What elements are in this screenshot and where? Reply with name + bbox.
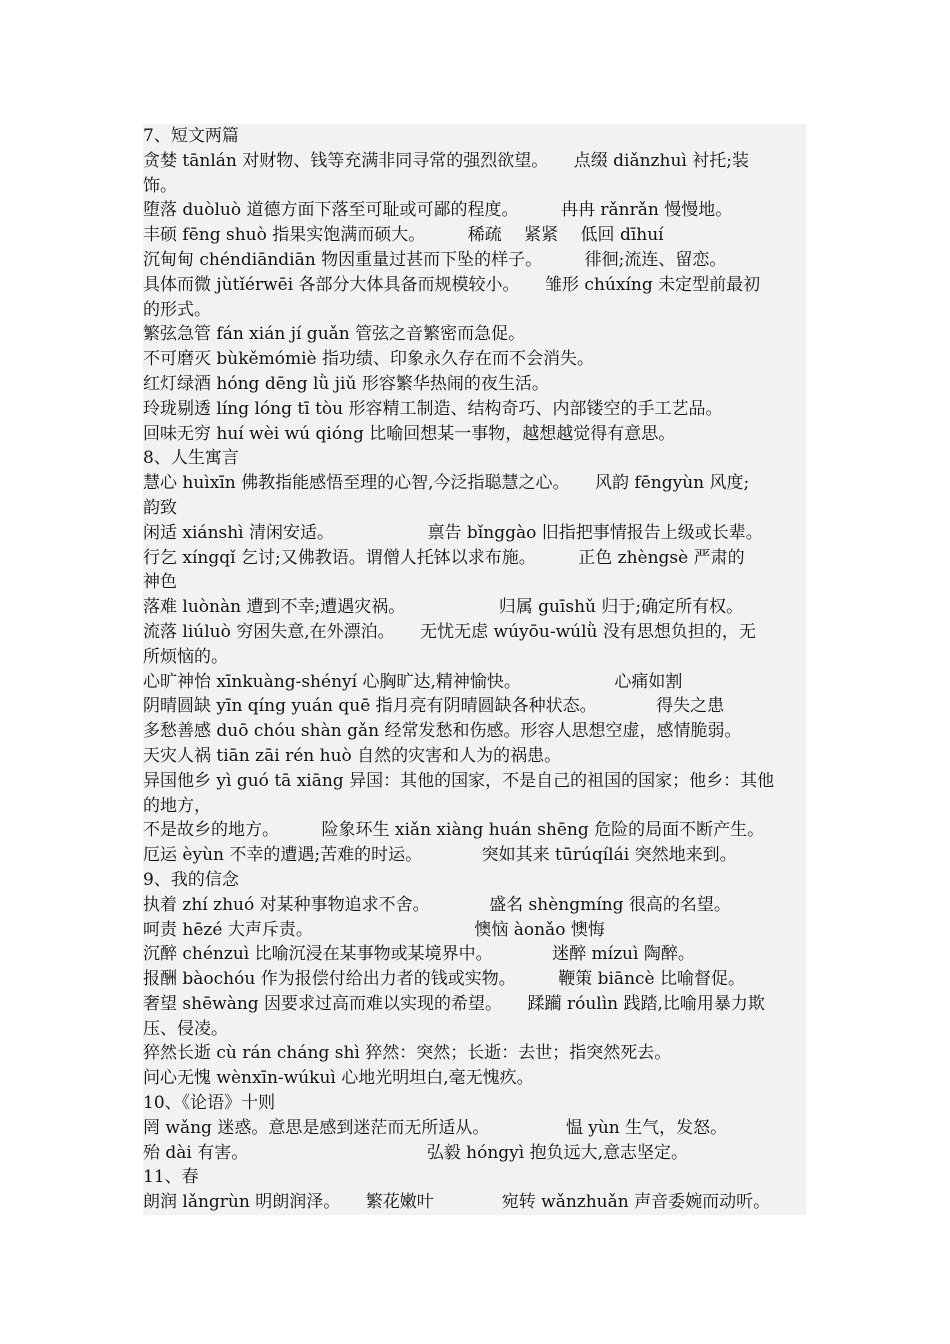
text-line: 红灯绿酒 hóng dēng lǜ jiǔ 形容繁华热闹的夜生活。 [143, 373, 549, 394]
text-line: 饰。 [143, 175, 177, 196]
text-line: 流落 liúluò 穷困失意,在外漂泊。 无忧无虑 wúyōu-wúlǜ 没有思想负担的，无 [143, 621, 756, 642]
text-line: 天灾人祸 tiān zāi rén huò 自然的灾害和人为的祸患。 [143, 745, 562, 766]
text-line: 贪婪 tānlán 对财物、钱等充满非同寻常的强烈欲望。 点缀 diǎnzhuì 衬托;装 [143, 150, 749, 171]
text-line: 压、侵凌。 [143, 1018, 228, 1039]
text-line: 所烦恼的。 [143, 646, 228, 667]
text-line: 的地方， [143, 795, 211, 816]
text-line: 行乞 xíngqǐ 乞讨;又佛教语。谓僧人托钵以求布施。 正色 zhèngsè 严肃的 [143, 547, 745, 568]
text-line: 沉甸甸 chéndiāndiān 物因重量过甚而下坠的样子。 徘徊;流连、留恋。 [143, 249, 727, 270]
text-line: 韵致 [143, 497, 177, 518]
text-line: 神色 [143, 572, 177, 593]
text-line: 慧心 huìxīn 佛教指能感悟至理的心智,今泛指聪慧之心。 风韵 fēngyùn 风度; [143, 473, 750, 494]
text-line: 执着 zhí zhuó 对某种事物追求不舍。 盛名 shèngmíng 很高的名望。 [143, 894, 731, 915]
text-line: 报酬 bàochóu 作为报偿付给出力者的钱或实物。 鞭策 biāncè 比喻督促。 [143, 969, 746, 990]
text-line: 多愁善感 duō chóu shàn gǎn 经常发愁和伤感。形容人思想空虚，感情脆弱。 [143, 721, 742, 742]
text-line: 11、春 [143, 1167, 199, 1188]
text-line: 厄运 èyùn 不幸的遭遇;苦难的时运。 突如其来 tūrúqílái 突然地来到。 [143, 845, 737, 866]
text-line: 异国他乡 yì guó tā xiāng 异国：其他的国家，不是自己的祖国的国家；他乡：其他 [143, 770, 775, 791]
text-line: 7、短文两篇 [143, 126, 239, 146]
text-line: 问心无愧 wènxīn-wúkuì 心地光明坦白,毫无愧疚。 [143, 1068, 534, 1089]
text-line: 繁弦急管 fán xián jí guǎn 管弦之音繁密而急促。 [143, 324, 526, 345]
text-line: 不可磨灭 bùkěmómiè 指功绩、印象永久存在而不会消失。 [143, 349, 594, 370]
text-line: 的形式。 [143, 299, 211, 320]
text-line: 落难 luònàn 遭到不幸;遭遇灾祸。 归属 guīshǔ 归于;确定所有权。 [143, 597, 744, 618]
text-line: 8、人生寓言 [143, 448, 239, 469]
text-line: 玲珑剔透 líng lóng tī tòu 形容精工制造、结构奇巧、内部镂空的手工艺品。 [143, 398, 723, 419]
text-line: 猝然长逝 cù rán cháng shì 猝然：突然；长逝：去世；指突然死去。 [143, 1043, 672, 1064]
text-line: 回味无穷 huí wèi wú qióng 比喻回想某一事物，越想越觉得有意思。 [143, 423, 676, 444]
document-page [143, 124, 806, 1215]
text-line: 阴晴圆缺 yīn qíng yuán quē 指月亮有阴晴圆缺各种状态。 得失之患 [143, 696, 725, 717]
text-line: 沉醉 chénzuì 比喻沉浸在某事物或某境界中。 迷醉 mízuì 陶醉。 [143, 944, 695, 965]
text-line: 不是故乡的地方。 险象环生 xiǎn xiàng huán shēng 危险的局面不断产生。 [143, 820, 765, 841]
text-line: 心旷神怡 xīnkuàng-shényí 心胸旷达,精神愉快。 心痛如割 [143, 671, 683, 692]
text-line: 丰硕 fēng shuò 指果实饱满而硕大。 稀疏 紧紧 低回 dīhuí [143, 225, 664, 246]
text-line: 闲适 xiánshì 清闲安适。 禀告 bǐnggào 旧指把事情报告上级或长辈。 [143, 522, 763, 543]
text-line: 堕落 duòluò 道德方面下落至可耻或可鄙的程度。 冉冉 rǎnrǎn 慢慢地。 [143, 200, 733, 221]
text-line: 9、我的信念 [143, 869, 239, 890]
text-line: 朗润 lǎngrùn 明朗润泽。 繁花嫩叶 宛转 wǎnzhuǎn 声音委婉而动听。 [143, 1192, 771, 1213]
text-line: 罔 wǎng 迷惑。意思是感到迷茫而无所适从。 愠 yùn 生气，发怒。 [143, 1117, 728, 1138]
text-line: 殆 dài 有害。 弘毅 hóngyì 抱负远大,意志坚定。 [143, 1142, 689, 1163]
text-line: 奢望 shēwàng 因要求过高而难以实现的希望。 蹂躏 róulìn 践踏,比喻用暴力欺 [143, 993, 765, 1014]
text-line: 10、《论语》十则 [143, 1093, 276, 1114]
text-line: 具体而微 jùtǐérwēi 各部分大体具备而规模较小。 雏形 chúxíng 未定型前最初 [143, 274, 761, 295]
text-line: 呵责 hēzé 大声斥责。 懊恼 àonǎo 懊悔 [143, 919, 605, 940]
